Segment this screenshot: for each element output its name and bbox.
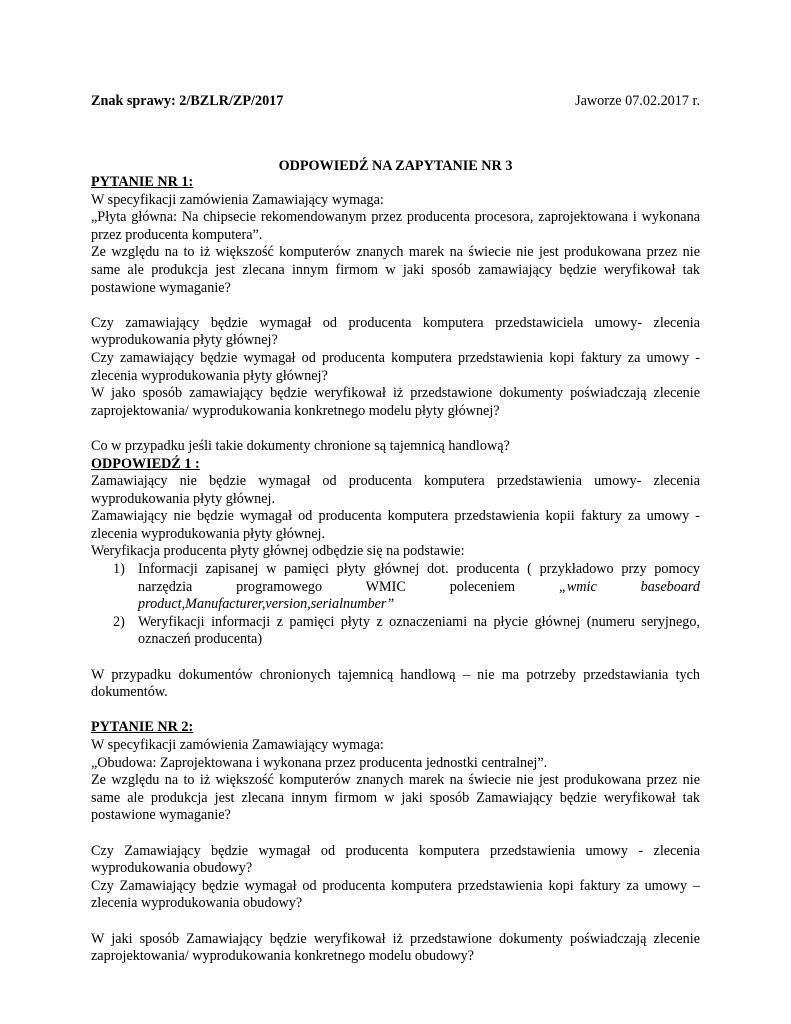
answer-1-heading: ODPOWIEDŹ 1 :: [91, 455, 200, 472]
list-item-number: 1): [113, 561, 125, 578]
document-body: [91, 174, 700, 966]
question-1-paragraph: Czy zamawiający będzie wymagał od producenta komputera przedstawiciela umowy- zlecenia wyprodukowania płyty głównej?: [91, 314, 700, 349]
question-1-paragraph: W specyfikacji zamówienia Zamawiający wymaga:: [91, 191, 384, 208]
answer-1-paragraph: Zamawiający nie będzie wymagał od producenta komputera przedstawienia kopii faktury za umowy - zlecenia wyprodukowania płyty głównej.: [91, 508, 700, 542]
question-1-paragraph: „Płyta główna: Na chipsecie rekomendowanym przez producenta procesora, zaprojektowana i wykonana przez producenta komputera”.: [91, 209, 700, 243]
question-1-paragraph: W jako sposób zamawiający będzie weryfikował iż przedstawione dokumenty poświadczają zlecenie zaprojektowania/ wyprodukowania konkretnego modelu płyty głównej?: [91, 385, 700, 419]
question-2-paragraph: Czy Zamawiający będzie wymagał od producenta komputera przedstawienia kopi faktury za umowy – zlecenia wyprodukowania obudowy?: [91, 877, 700, 912]
list-item: [91, 614, 700, 649]
question-1-paragraph: Ze względu na to iż większość komputerów znanych marek na świecie nie jest produkowana przez nie same ale produkcja jest zlecana innym firmom w jaki sposób zamawiający będzie weryfikował tak postawione wymaganie?: [91, 244, 700, 296]
wmic-command: „wmic baseboard product,Manufacturer,version,serialnumber”: [138, 578, 700, 613]
question-2-paragraph: W jaki sposób Zamawiający będzie weryfikował iż przedstawione dokumenty poświadczają zlecenie zaprojektowania/ wyprodukowania konkretnego modelu obudowy?: [91, 930, 700, 965]
document-header: [91, 93, 700, 110]
answer-1-paragraph: W przypadku dokumentów chronionych tajemnicą handlową – nie ma potrzeby przedstawiania tych dokumentów.: [91, 666, 700, 701]
verification-list: [91, 561, 700, 649]
question-1-heading: PYTANIE NR 1:: [91, 174, 194, 190]
question-2-heading: PYTANIE NR 2:: [91, 719, 194, 736]
question-2-paragraph: Czy Zamawiający będzie wymagał od producenta komputera przedstawienia umowy - zlecenia wyprodukowania obudowy?: [91, 842, 700, 877]
list-item: [91, 561, 700, 614]
list-item-text: Informacji zapisanej w pamięci płyty głównej dot. producenta ( przykładowo przy pomocy narzędzia programowego WMIC poleceniem: [138, 561, 700, 595]
place-and-date: Jaworze 07.02.2017 r.: [575, 93, 700, 109]
question-2-paragraph: „Obudowa: Zaprojektowana i wykonana przez producenta jednostki centralnej”.: [91, 754, 548, 771]
question-2-paragraph: Ze względu na to iż większość komputerów znanych marek na świecie nie jest produkowana przez nie same ale produkcja jest zlecana innym firmom w jaki sposób Zamawiający będzie weryfikował tak postawione wymaganie?: [91, 772, 700, 824]
document-title: ODPOWIEDŹ NA ZAPYTANIE NR 3: [278, 158, 513, 174]
list-item-number: 2): [113, 613, 125, 630]
question-1-paragraph: Czy zamawiający będzie wymagał od producenta komputera przedstawienia kopi faktury za umowy - zlecenia wyprodukowania płyty głównej?: [91, 349, 700, 384]
case-reference: Znak sprawy: 2/BZLR/ZP/2017: [91, 93, 284, 109]
list-item-text: Weryfikacji informacji z pamięci płyty z oznaczeniami na płycie głównej (numeru seryjnego, oznaczeń producenta): [138, 613, 700, 648]
question-1-paragraph: Co w przypadku jeśli takie dokumenty chronione są tajemnicą handlową?: [91, 437, 510, 454]
answer-1-paragraph: Weryfikacja producenta płyty głównej odbędzie się na podstawie:: [91, 543, 465, 560]
answer-1-paragraph: Zamawiający nie będzie wymagał od producenta komputera przedstawienia umowy- zlecenia wyprodukowania płyty głównej.: [91, 473, 700, 507]
question-2-paragraph: W specyfikacji zamówienia Zamawiający wymaga:: [91, 737, 384, 753]
